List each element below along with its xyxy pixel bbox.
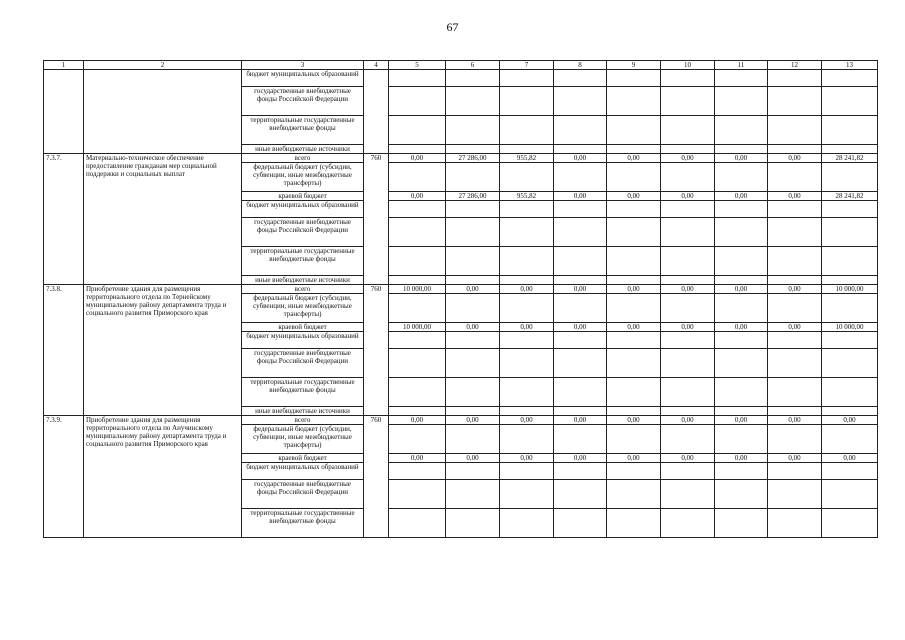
table-row bbox=[44, 285, 878, 294]
source-cell: территориальные государственные внебюджетные фонды bbox=[242, 378, 364, 407]
value-cell: 0,00 bbox=[446, 323, 500, 332]
value-cell: 0,00 bbox=[554, 285, 607, 294]
header-cell: 13 bbox=[822, 61, 878, 70]
value-cell: 0,00 bbox=[715, 454, 768, 463]
value-cell: 0,00 bbox=[389, 154, 446, 163]
value-cell: 0,00 bbox=[661, 192, 715, 201]
item-name-cell: Приобретение здания для размещения территориального отдела по Анучинскому муниципальному району департамента труда и социального развития Приморского края bbox=[84, 416, 242, 538]
value-cell: 28 241,82 bbox=[822, 192, 878, 201]
source-cell: территориальные государственные внебюджетные фонды bbox=[242, 247, 364, 276]
value-cell: 0,00 bbox=[768, 454, 822, 463]
source-cell: территориальные государственные внебюджетные фонды bbox=[242, 116, 364, 145]
value-cell: 0,00 bbox=[768, 416, 822, 425]
value-cell: 27 286,00 bbox=[446, 192, 500, 201]
value-cell: 955,82 bbox=[500, 154, 554, 163]
budget-table bbox=[43, 60, 878, 538]
value-cell: 10 000,00 bbox=[822, 323, 878, 332]
value-cell: 0,00 bbox=[822, 416, 878, 425]
source-cell: государственные внебюджетные фонды Российской Федерации bbox=[242, 87, 364, 116]
value-cell: 0,00 bbox=[389, 416, 446, 425]
value-cell: 0,00 bbox=[607, 416, 661, 425]
value-cell: 27 286,00 bbox=[446, 154, 500, 163]
source-cell: иные внебюджетные источники bbox=[242, 276, 364, 285]
value-cell: 28 241,82 bbox=[822, 154, 878, 163]
header-cell: 6 bbox=[446, 61, 500, 70]
item-code-cell: 7.3.7. bbox=[44, 154, 84, 285]
item-code-cell bbox=[44, 70, 84, 154]
header-cell: 9 bbox=[607, 61, 661, 70]
source-cell: всего bbox=[242, 416, 364, 425]
header-cell: 11 bbox=[715, 61, 768, 70]
value-cell: 0,00 bbox=[389, 192, 446, 201]
value-cell: 0,00 bbox=[446, 285, 500, 294]
value-cell: 0,00 bbox=[768, 285, 822, 294]
table-row bbox=[44, 70, 878, 87]
value-cell: 0,00 bbox=[607, 285, 661, 294]
value-cell: 0,00 bbox=[500, 285, 554, 294]
item-name-cell: Приобретение здания для размещения территориального отдела по Тернейскому муниципальному району департамента труда и социального развития Приморского края bbox=[84, 285, 242, 416]
value-cell: 0,00 bbox=[607, 192, 661, 201]
grbs-cell: 760 bbox=[364, 154, 389, 285]
value-cell: 0,00 bbox=[607, 154, 661, 163]
value-cell: 0,00 bbox=[554, 416, 607, 425]
value-cell: 0,00 bbox=[554, 323, 607, 332]
value-cell: 0,00 bbox=[661, 416, 715, 425]
source-cell: федеральный бюджет (субсидии, субвенции, иные межбюджетные трансферты) bbox=[242, 425, 364, 454]
item-name-cell bbox=[84, 70, 242, 154]
header-cell: 7 bbox=[500, 61, 554, 70]
item-code-cell: 7.3.9. bbox=[44, 416, 84, 538]
value-cell: 0,00 bbox=[446, 454, 500, 463]
value-cell: 955,82 bbox=[500, 192, 554, 201]
source-cell: всего bbox=[242, 154, 364, 163]
value-cell: 0,00 bbox=[715, 154, 768, 163]
source-cell: иные внебюджетные источники bbox=[242, 407, 364, 416]
item-name-cell: Материально-техническое обеспечение предоставление гражданам мер социальной поддержки и социальных выплат bbox=[84, 154, 242, 285]
value-cell: 0,00 bbox=[661, 285, 715, 294]
value-cell: 0,00 bbox=[715, 285, 768, 294]
source-cell: бюджет муниципальных образований bbox=[242, 463, 364, 480]
source-cell: федеральный бюджет (субсидии, субвенции, иные межбюджетные трансферты) bbox=[242, 163, 364, 192]
source-cell: территориальные государственные внебюджетные фонды bbox=[242, 509, 364, 538]
grbs-cell: 760 bbox=[364, 416, 389, 538]
source-cell: краевой бюджет bbox=[242, 323, 364, 332]
value-cell: 0,00 bbox=[661, 323, 715, 332]
value-cell: 0,00 bbox=[500, 416, 554, 425]
table-row bbox=[44, 416, 878, 425]
value-cell: 0,00 bbox=[768, 192, 822, 201]
source-cell: государственные внебюджетные фонды Российской Федерации bbox=[242, 218, 364, 247]
source-cell: краевой бюджет bbox=[242, 192, 364, 201]
value-cell: 0,00 bbox=[500, 454, 554, 463]
value-cell: 0,00 bbox=[554, 454, 607, 463]
header-cell: 12 bbox=[768, 61, 822, 70]
value-cell: 0,00 bbox=[607, 323, 661, 332]
value-cell: 0,00 bbox=[661, 154, 715, 163]
header-row bbox=[44, 61, 878, 70]
grbs-cell: 760 bbox=[364, 285, 389, 416]
value-cell: 0,00 bbox=[715, 416, 768, 425]
source-cell: всего bbox=[242, 285, 364, 294]
source-cell: государственные внебюджетные фонды Российской Федерации bbox=[242, 349, 364, 378]
source-cell: иные внебюджетные источники bbox=[242, 145, 364, 154]
value-cell: 0,00 bbox=[768, 323, 822, 332]
value-cell: 10 000,00 bbox=[822, 285, 878, 294]
table-row bbox=[44, 154, 878, 163]
grbs-cell bbox=[364, 70, 389, 154]
value-cell: 0,00 bbox=[661, 454, 715, 463]
source-cell: государственные внебюджетные фонды Российской Федерации bbox=[242, 480, 364, 509]
value-cell: 0,00 bbox=[500, 323, 554, 332]
value-cell: 10 000,00 bbox=[389, 323, 446, 332]
value-cell: 0,00 bbox=[607, 454, 661, 463]
value-cell: 0,00 bbox=[554, 192, 607, 201]
value-cell: 10 000,00 bbox=[389, 285, 446, 294]
value-cell: 0,00 bbox=[715, 323, 768, 332]
item-code-cell: 7.3.8. bbox=[44, 285, 84, 416]
header-cell: 5 bbox=[389, 61, 446, 70]
header-cell: 2 bbox=[84, 61, 242, 70]
header-cell: 4 bbox=[364, 61, 389, 70]
source-cell: федеральный бюджет (субсидии, субвенции, иные межбюджетные трансферты) bbox=[242, 294, 364, 323]
page-number: 67 bbox=[446, 20, 459, 34]
value-cell: 0,00 bbox=[768, 154, 822, 163]
header-cell: 1 bbox=[44, 61, 84, 70]
header-cell: 10 bbox=[661, 61, 715, 70]
value-cell: 0,00 bbox=[822, 454, 878, 463]
source-cell: бюджет муниципальных образований bbox=[242, 201, 364, 218]
source-cell: краевой бюджет bbox=[242, 454, 364, 463]
header-cell: 8 bbox=[554, 61, 607, 70]
source-cell: бюджет муниципальных образований bbox=[242, 332, 364, 349]
value-cell: 0,00 bbox=[389, 454, 446, 463]
value-cell: 0,00 bbox=[446, 416, 500, 425]
value-cell: 0,00 bbox=[715, 192, 768, 201]
value-cell: 0,00 bbox=[554, 154, 607, 163]
header-cell: 3 bbox=[242, 61, 364, 70]
source-cell: бюджет муниципальных образований bbox=[242, 70, 364, 87]
